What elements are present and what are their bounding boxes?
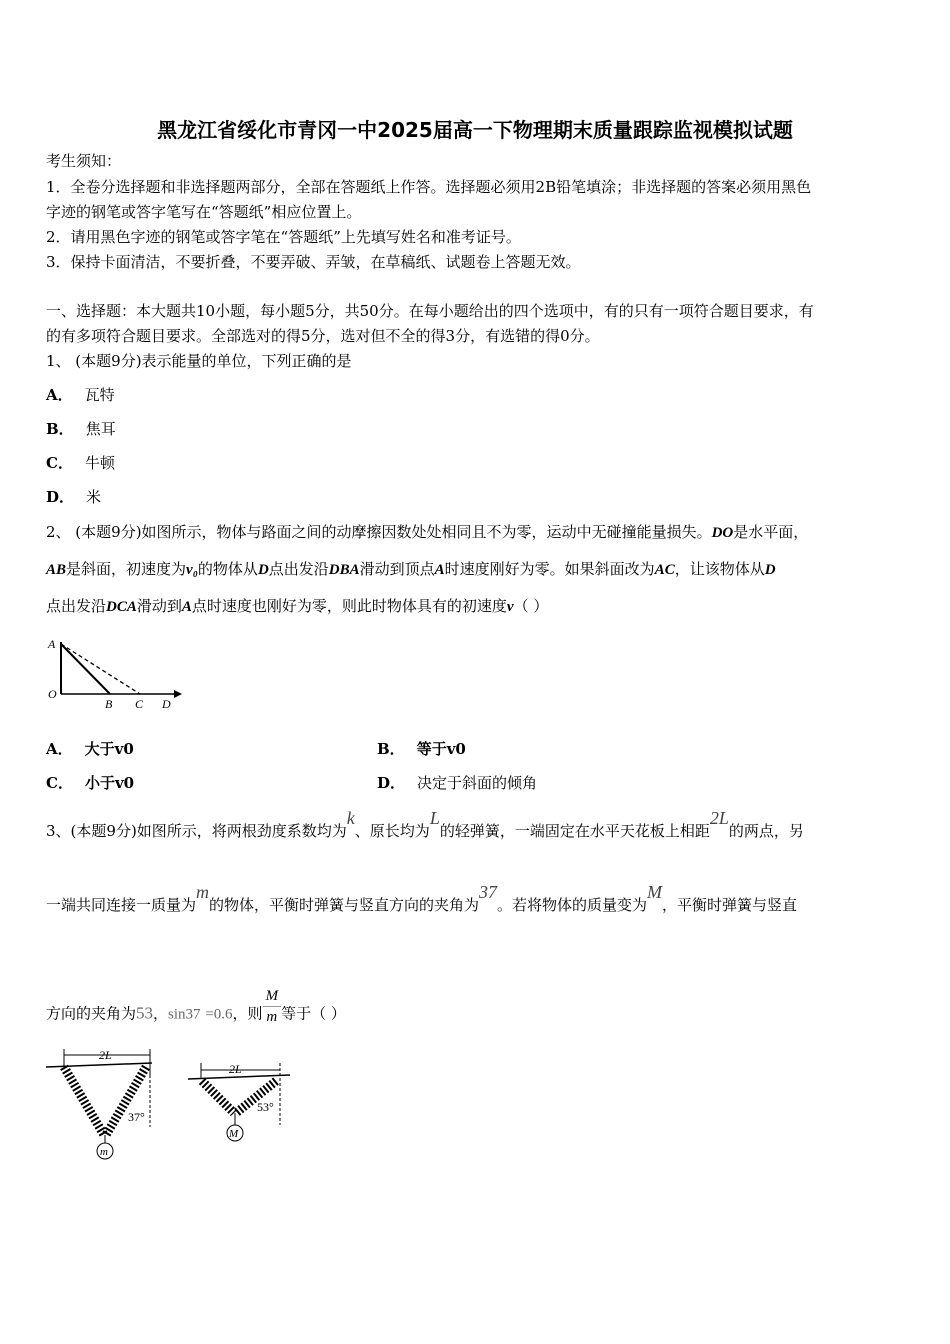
q2-option-d[interactable]: D． 决定于斜面的倾角 (377, 774, 538, 792)
notice-line: 2．请用黑色字迹的钢笔或答字笔在“答题纸”上先填写姓名和准考证号。 (46, 228, 521, 246)
svg-text:37°: 37° (128, 1110, 145, 1124)
q2-stem-line1: 2、 (本题9分)如图所示，物体与路面之间的动摩擦因数处处相同且不为零，运动中无碰撞能量损失。DO是水平面， (46, 523, 809, 541)
q1-option-d[interactable] (46, 487, 101, 507)
q2-stem-line3: 点出发沿DCA滑动到A点时速度也刚好为零，则此时物体具有的初速度v（ ） (46, 597, 549, 615)
option-key: B． (46, 420, 74, 438)
q2-option-c[interactable]: C． 小于v0 (46, 774, 135, 792)
label-C: C (135, 697, 144, 711)
fraction-M-over-m: $\frac{M}{m}$ (263, 986, 282, 1027)
notice-line: 1．全卷分选择题和非选择题两部分，全部在答题纸上作答。选择题必须用2B铅笔填涂；非选择题的答案必须用黑色 (46, 178, 812, 196)
label-D: D (162, 697, 171, 711)
option-text: 牛顿 (84, 454, 115, 472)
q3-stem-line3: 方向的夹角为53，sin37 =0.6，则 $\frac{M}{m}$ 等于（ ） (46, 988, 346, 1025)
option-text: 瓦特 (84, 386, 115, 404)
section-instruction: 的有多项符合题目要求。全部选对的得5分，选对但不全的得3分，有选错的得0分。 (46, 327, 600, 345)
option-key: A． (46, 386, 73, 404)
q2-stem-line2: AB是斜面，初速度为v₀的物体从D点出发沿DBA滑动到顶点A时速度刚好为零。如果斜面改为AC，让该物体从D (46, 560, 776, 578)
svg-text:2L: 2L (229, 1062, 242, 1076)
option-text: 米 (86, 488, 102, 506)
q1-option-c[interactable] (46, 453, 115, 473)
option-key: C． (46, 454, 73, 472)
spring-figure (44, 1045, 304, 1165)
label-B: B (105, 697, 113, 711)
label-A: A (48, 637, 56, 651)
q2-option-a[interactable]: A． 大于v0 (46, 740, 134, 758)
page-title: 黑龙江省绥化市青冈一中2025届高一下物理期末质量跟踪监视模拟试题 (157, 118, 793, 142)
notice-line: 字迹的钢笔或答字笔写在“答题纸”相应位置上。 (46, 203, 362, 221)
option-key: D． (46, 488, 75, 506)
svg-text:53°: 53° (257, 1100, 274, 1114)
notice-line: 3．保持卡面清洁，不要折叠，不要弄破、弄皱，在草稿纸、试题卷上答题无效。 (46, 253, 581, 271)
notice-heading: 考生须知： (46, 152, 122, 170)
svg-text:M: M (229, 1128, 239, 1140)
label-O: O (48, 687, 57, 701)
q2-option-b[interactable]: B． 等于v0 (377, 740, 466, 758)
q1-stem: 1、 (本题9分)表示能量的单位，下列正确的是 (46, 352, 352, 370)
incline-figure (44, 632, 184, 712)
svg-text:2L: 2L (99, 1048, 112, 1062)
q1-option-a[interactable] (46, 385, 115, 405)
q3-stem-line1: 3、(本题9分)如图所示，将两根劲度系数均为k、原长均为L的轻弹簧，一端固定在水平天花板上相距2L的两点，另 (46, 808, 804, 840)
option-text: 焦耳 (85, 420, 116, 438)
section-instruction: 一、选择题：本大题共10小题，每小题5分，共50分。在每小题给出的四个选项中，有的只有一项符合题目要求，有 (46, 302, 814, 320)
q1-option-b[interactable] (46, 419, 116, 439)
svg-text:m: m (100, 1146, 108, 1158)
q3-stem-line2: 一端共同连接一质量为m的物体，平衡时弹簧与竖直方向的夹角为37。若将物体的质量变为M，平衡时弹簧与竖直 (46, 882, 798, 914)
